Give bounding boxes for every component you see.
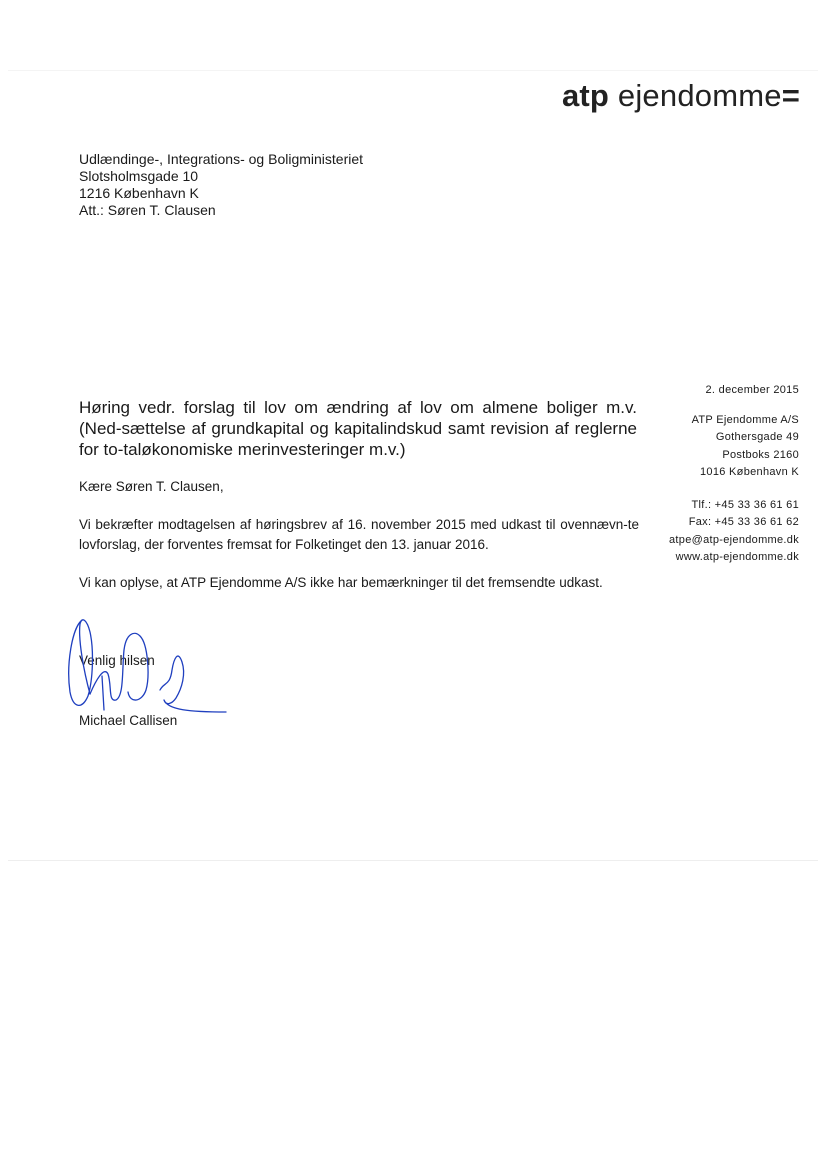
sender-po-box: Postboks 2160 [722,448,799,461]
letter-salutation: Kære Søren T. Clausen, [79,479,224,494]
sender-email: atpe@atp-ejendomme.dk [669,533,799,546]
recipient-address [79,151,363,219]
sender-city: 1016 København K [700,466,799,478]
sender-street: Gothersgade 49 [715,431,799,443]
letter-date: 2. december 2015 [705,384,799,396]
recipient-name: Udlændinge-, Integrations- og Boligministeriet [79,151,364,167]
logo-mark: = [781,78,800,113]
letter-paragraph-2: Vi kan oplyse, at ATP Ejendomme A/S ikke har bemærkninger til det fremsendte udkast. [79,575,603,590]
sender-fax: Fax: +45 33 36 61 62 [688,516,799,528]
recipient-attention: Att.: Søren T. Clausen [79,202,216,218]
logo-ejendomme-text: ejendomme [617,78,782,113]
scan-fold-line [8,860,818,861]
recipient-street: Slotsholmsgade 10 [79,168,199,184]
logo-atp-text: atp [561,78,610,113]
scan-edge-line [8,70,818,71]
sender-company: ATP Ejendomme A/S [691,413,799,426]
handwritten-signature [60,610,240,730]
letter-sender-name: Michael Callisen [79,713,178,728]
letter-subject: Høring vedr. forslag til lov om ændring af lov om almene boliger m.v. (Ned-sættelse af grundkapital og kapitalindskud samt revision af reglerne for to-taløkonomiske merinvesteringer m.v.) [79,398,637,459]
recipient-city: 1216 København K [79,185,199,201]
letter-paragraph-1: Vi bekræfter modtagelsen af høringsbrev af 16. november 2015 med udkast til ovennævn-te lovforslag, der forventes fremsat for Folketinget den 13. januar 2016. [79,517,639,552]
sender-website: www.atp-ejendomme.dk [675,551,799,563]
sender-phone: Tlf.: +45 33 36 61 61 [691,498,799,511]
company-logo [562,78,800,114]
letter-closing: Venlig hilsen [79,653,155,668]
